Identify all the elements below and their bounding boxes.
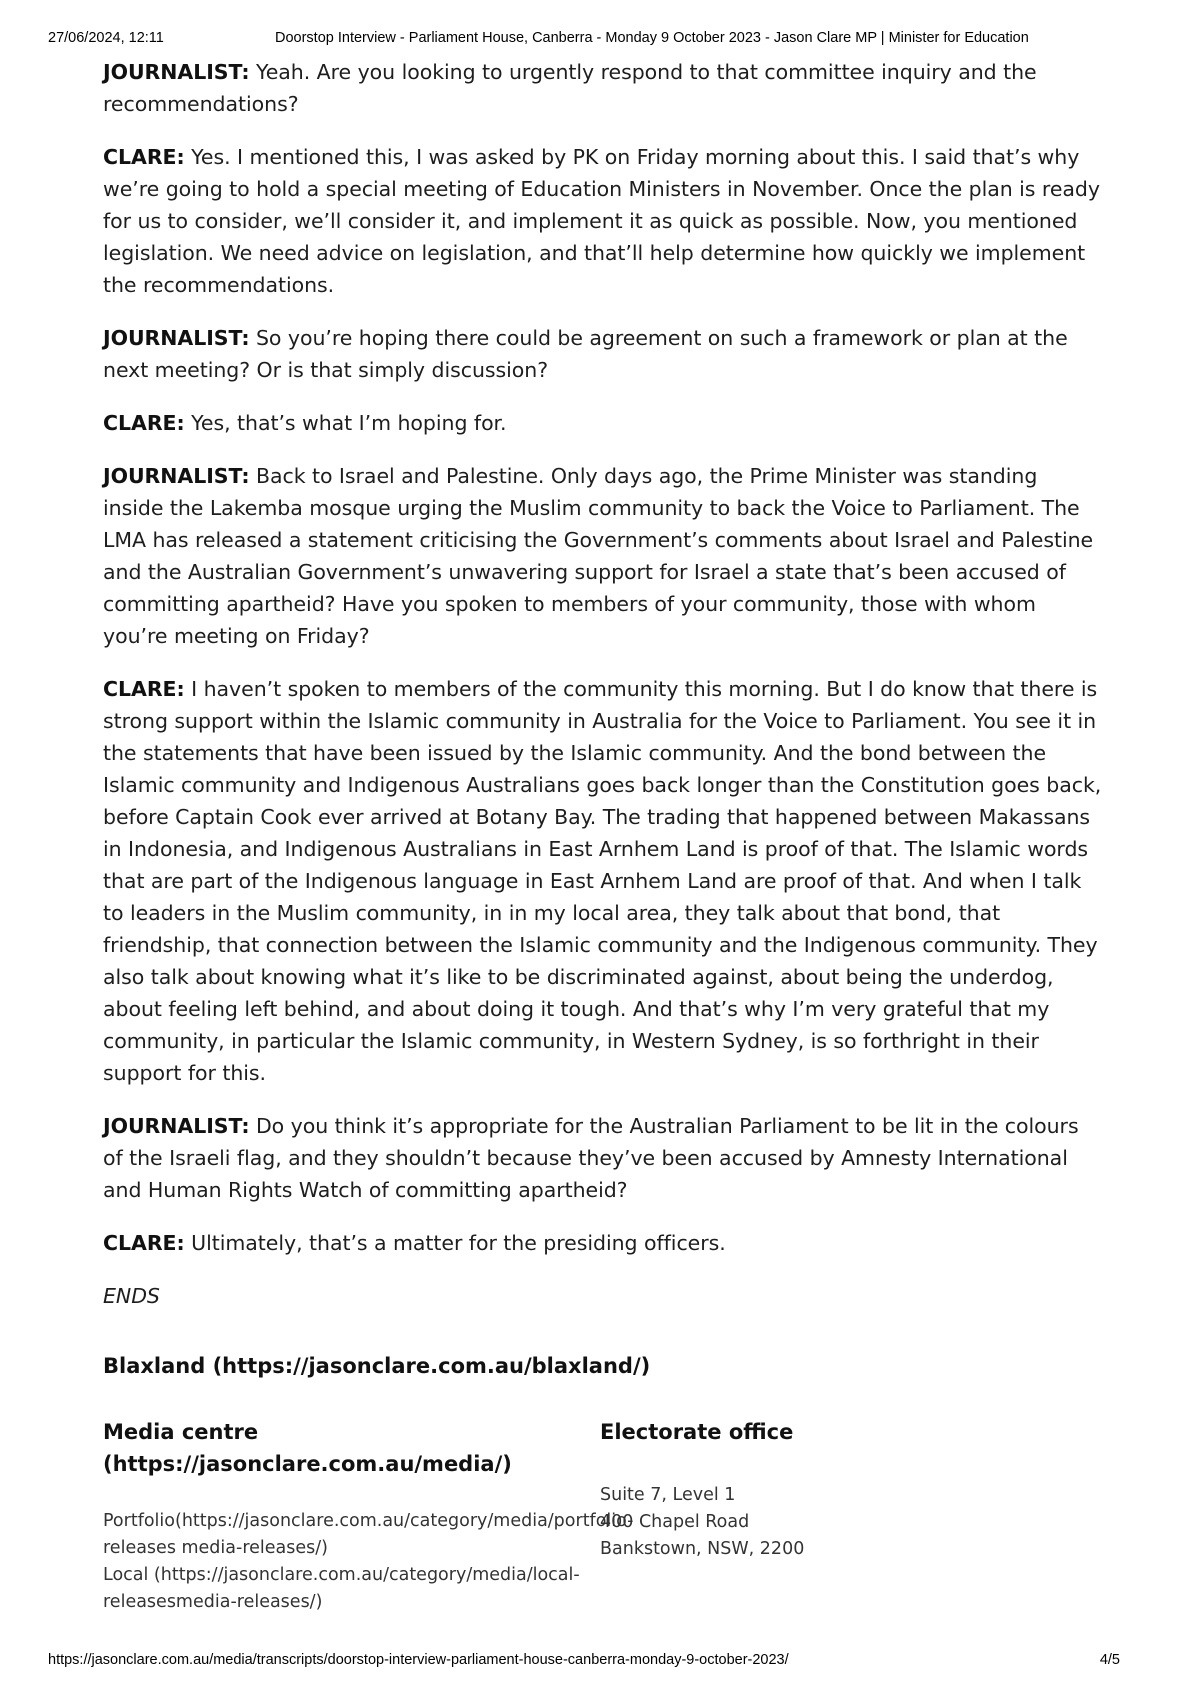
paragraph-text: Do you think it’s appropriate for the Australian Parliament to be lit in the colours of the Israeli flag, and they shouldn’t because they’ve been accused by Amnesty International and Human Rights Watch of committing apartheid?: [103, 1114, 1079, 1202]
paragraph-text: Yeah. Are you looking to urgently respond to that committee inquiry and the recommendations?: [103, 60, 1037, 116]
paragraph-text: Ultimately, that’s a matter for the presiding officers.: [184, 1231, 726, 1255]
transcript-paragraph: [103, 1227, 1103, 1259]
speaker-label: JOURNALIST:: [103, 464, 250, 488]
portfolio-releases-link[interactable]: Portfolio(https://jasonclare.com.au/category/media/portfolio-releases media-releases/): [103, 1511, 634, 1558]
transcript-paragraph: [103, 56, 1103, 120]
media-centre-link[interactable]: Media centre (https://jasonclare.com.au/media/): [103, 1420, 512, 1476]
paragraph-text: Yes. I mentioned this, I was asked by PK on Friday morning about this. I said that’s why we’re going to hold a special meeting of Education Ministers in November. Once the plan is ready for us to consider, we’ll consider it, and implement it as quick as possible. Now, you mentioned legislation. We need advice on legislation, and that’ll help determine how quickly we implement the recommendations.: [103, 145, 1100, 297]
transcript-paragraph: [103, 407, 1103, 439]
transcript-paragraph: [103, 460, 1103, 652]
office-address: [600, 1482, 1000, 1563]
speaker-label: CLARE:: [103, 145, 185, 169]
speaker-label: CLARE:: [103, 411, 185, 435]
speaker-label: JOURNALIST:: [103, 326, 250, 350]
address-line: 400 Chapel Road: [600, 1512, 750, 1532]
electorate-office-heading: Electorate office: [600, 1420, 794, 1444]
transcript-paragraph: [103, 141, 1103, 301]
local-releases-link[interactable]: Local (https://jasonclare.com.au/category/media/local-releasesmedia-releases/): [103, 1565, 580, 1612]
speaker-label: CLARE:: [103, 677, 185, 701]
paragraph-text: Back to Israel and Palestine. Only days ago, the Prime Minister was standing inside the Lakemba mosque urging the Muslim community to back the Voice to Parliament. The LMA has released a statement criticising the Government’s comments about Israel and Palestine and the Australian Government’s unwavering support for Israel a state that’s been accused of committing apartheid? Have you spoken to members of your community, those with whom you’re meeting on Friday?: [103, 464, 1094, 648]
page-number: 4/5: [1099, 1652, 1120, 1668]
transcript-paragraph: [103, 673, 1103, 1089]
address-line: Bankstown, NSW, 2200: [600, 1539, 805, 1559]
electorate-office-column: [600, 1416, 1000, 1563]
media-centre-column: [103, 1416, 634, 1616]
transcript-paragraph: [103, 322, 1103, 386]
paragraph-text: I haven’t spoken to members of the community this morning. But I do know that there is strong support within the Islamic community in Australia for the Voice to Parliament. You see it in the statements that have been issued by the Islamic community. And the bond between the Islamic community and Indigenous Australians goes back longer than the Constitution goes back, before Captain Cook ever arrived at Botany Bay. The trading that happened between Makassans in Indonesia, and Indigenous Australians in East Arnhem Land is proof of that. The Islamic words that are part of the Indigenous language in East Arnhem Land are proof of that. And when I talk to leaders in the Muslim community, in in my local area, they talk about that bond, that friendship, that connection between the Islamic community and the Indigenous community. They also talk about knowing what it’s like to be discriminated against, about being the underdog, about feeling left behind, and about doing it tough. And that’s why I’m very grateful that my community, in particular the Islamic community, in Western Sydney, is so forthright in their support for this.: [103, 677, 1102, 1085]
print-datetime: 27/06/2024, 12:11: [48, 30, 164, 46]
print-page-title: Doorstop Interview - Parliament House, Canberra - Monday 9 October 2023 - Jason Clare MP | Minister for Education: [275, 30, 1029, 46]
blaxland-link[interactable]: Blaxland (https://jasonclare.com.au/blaxland/): [103, 1354, 651, 1378]
speaker-label: JOURNALIST:: [103, 60, 250, 84]
paragraph-text: So you’re hoping there could be agreement on such a framework or plan at the next meeting? Or is that simply discussion?: [103, 326, 1068, 382]
address-line: Suite 7, Level 1: [600, 1485, 736, 1505]
transcript-paragraph: [103, 1110, 1103, 1206]
paragraph-text: Yes, that’s what I’m hoping for.: [184, 411, 507, 435]
transcript-body: [103, 56, 1103, 1333]
speaker-label: JOURNALIST:: [103, 1114, 250, 1138]
ends-marker: ENDS: [103, 1284, 160, 1308]
speaker-label: CLARE:: [103, 1231, 185, 1255]
page-url: https://jasonclare.com.au/media/transcripts/doorstop-interview-parliament-house-canberra-monday-9-october-2023/: [48, 1652, 789, 1668]
